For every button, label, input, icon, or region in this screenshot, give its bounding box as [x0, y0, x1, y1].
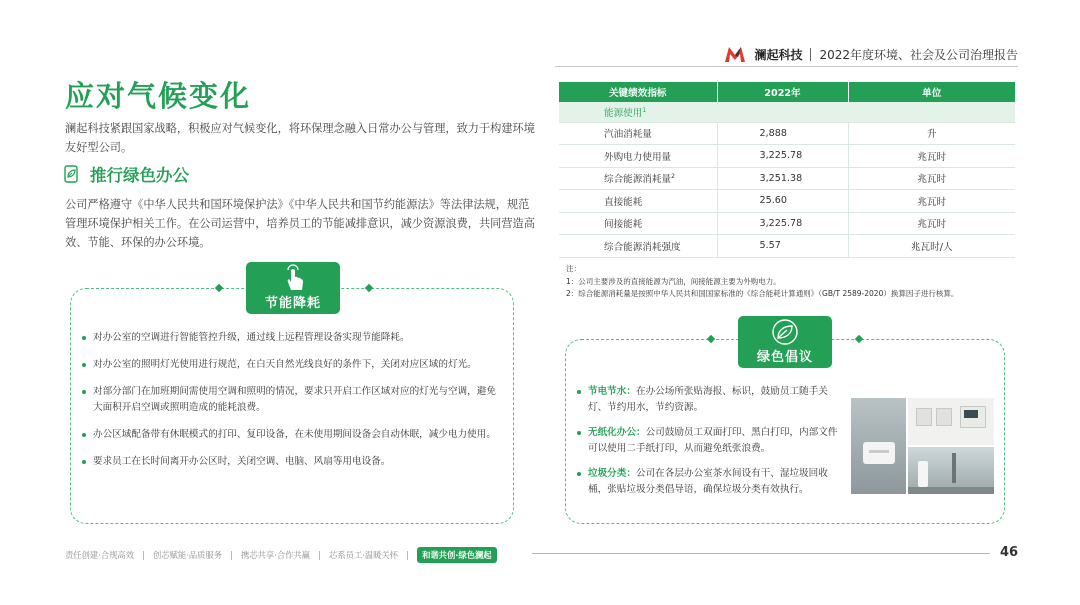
document-leaf-icon — [64, 165, 80, 183]
item-text: 公司鼓励员工双面打印、黑白打印，内部文件可以使用二手纸打印，从而避免纸张浪费。 — [588, 427, 838, 454]
table-header-row — [559, 82, 1015, 102]
footer-divider — [143, 551, 144, 560]
footer-section-link[interactable]: 芯系员工·温暖关怀 — [329, 550, 399, 560]
energy-saving-list — [82, 330, 502, 481]
footer-active-section[interactable]: 和谐共创·绿色澜起 — [417, 547, 497, 563]
table-row — [559, 235, 1015, 258]
list-item: 对办公室的照明灯光使用进行规范，在白天自然光线良好的条件下，关闭对应区域的灯光。 — [82, 357, 502, 373]
list-item: 对部分部门在加班期间需使用空调和照明的情况，要求只开启工作区域对应的灯光与空调，避免大面积开启空调或照明造成的能耗浪费。 — [82, 384, 502, 416]
list-item: 办公区域配备带有休眠模式的打印、复印设备，在未使用期间设备会自动休眠，减少电力使用。 — [82, 427, 502, 443]
photo-dispenser — [851, 398, 906, 494]
company-logo-icon — [724, 45, 746, 63]
notes-label: 注： — [566, 264, 581, 273]
footer-nav — [65, 547, 497, 563]
footer-divider — [231, 551, 232, 560]
page-title: 应对气候变化 — [65, 79, 252, 113]
list-item — [577, 384, 845, 416]
section-heading — [64, 162, 189, 186]
green-initiative-label: 绿色倡议 — [756, 350, 813, 365]
indicator-cell: 间接能耗 — [559, 212, 717, 235]
item-text: 公司在各层办公室茶水间设有干、湿垃圾回收桶，张贴垃圾分类倡导语，确保垃圾分类有效执行。 — [588, 468, 828, 495]
office-photos — [851, 398, 994, 494]
category-cell: 能源使用$^1$ — [559, 102, 1015, 122]
note-line: 2：综合能源消耗量是按照中华人民共和国国家标准的《综合能耗计算通则》（GB/T 2589-2020）换算因子进行核算。 — [566, 289, 959, 298]
category-row — [559, 102, 1015, 122]
value-cell: 5.57 — [717, 235, 848, 258]
tap-hand-icon — [278, 264, 308, 292]
list-item: 要求员工在长时间离开办公区时，关闭空调、电脑、风扇等用电设备。 — [82, 454, 502, 470]
unit-cell: 升 — [848, 122, 1015, 145]
value-cell: 3,225.78 — [717, 212, 848, 235]
footer-rule — [532, 553, 990, 554]
unit-cell: 兆瓦时 — [848, 167, 1015, 190]
energy-saving-label: 节能降耗 — [264, 296, 321, 311]
value-cell: 3,225.78 — [717, 145, 848, 168]
indicator-cell: 综合能源消耗量$^2$ — [559, 167, 717, 190]
list-item — [577, 425, 845, 457]
table-row — [559, 167, 1015, 190]
unit-cell: 兆瓦时 — [848, 212, 1015, 235]
header-rule — [555, 66, 1018, 67]
list-item: 对办公室的空调进行智能管控升级，通过线上远程管理设备实现节能降耗。 — [82, 330, 502, 346]
footer-section-link[interactable]: 创芯赋能·品质服务 — [153, 550, 223, 560]
section-title: 推行绿色办公 — [90, 166, 189, 185]
note-line: 1：公司主要涉及的直接能源为汽油，间接能源主要为外购电力。 — [566, 276, 781, 286]
indicator-cell: 外购电力使用量 — [559, 145, 717, 168]
table-row — [559, 190, 1015, 213]
photo-faucet — [908, 447, 994, 494]
company-name: 澜起科技 — [754, 47, 803, 62]
item-title: 无纸化办公： — [588, 427, 646, 438]
table-notes — [566, 263, 1026, 301]
item-title: 节电节水： — [588, 386, 636, 397]
column-header: 2022年 — [717, 82, 848, 102]
indicator-cell: 汽油消耗量 — [559, 122, 717, 145]
footer-divider — [407, 551, 408, 560]
footer-section-link[interactable]: 责任创建·合规高效 — [65, 550, 135, 560]
unit-cell: 兆瓦时 — [848, 145, 1015, 168]
indicator-cell: 直接能耗 — [559, 190, 717, 213]
intro-paragraph: 澜起科技紧跟国家战略，积极应对气候变化，将环保理念融入日常办公与管理，致力于构建环境友好型公司。 — [65, 122, 535, 154]
table-row — [559, 145, 1015, 168]
photo-switches — [908, 398, 994, 445]
table-row — [559, 212, 1015, 235]
value-cell: 3,251.38 — [717, 167, 848, 190]
energy-saving-badge — [246, 262, 340, 314]
item-text: 在办公场所张贴海报、标识，鼓励员工随手关灯、节约用水，节约资源。 — [588, 386, 828, 413]
table-row — [559, 122, 1015, 145]
list-item — [577, 466, 845, 498]
report-header — [724, 42, 1018, 66]
footer-section-link[interactable]: 携芯共享·合作共赢 — [241, 550, 311, 560]
value-cell: 25.60 — [717, 190, 848, 213]
green-initiative-badge — [738, 316, 832, 368]
section-paragraph: 公司严格遵守《中华人民共和国环境保护法》《中华人民共和国节约能源法》等法律法规，规范管理环境保护相关工作。在公司运营中，培养员工的节能减排意识，减少资源浪费，共同营造高效、节能、环保的办公环境。 — [65, 198, 535, 249]
report-title: 2022年度环境、社会及公司治理报告 — [819, 47, 1018, 62]
item-title: 垃圾分类： — [588, 468, 636, 479]
column-header: 关键绩效指标 — [559, 82, 717, 102]
value-cell: 2,888 — [717, 122, 848, 145]
kpi-table — [559, 82, 1015, 258]
indicator-cell: 综合能源消耗强度 — [559, 235, 717, 258]
page-number: 46 — [1000, 545, 1019, 560]
header-divider — [810, 48, 811, 61]
footer-divider — [319, 551, 320, 560]
green-initiative-list — [577, 384, 845, 507]
unit-cell: 兆瓦时 — [848, 190, 1015, 213]
column-header: 单位 — [848, 82, 1015, 102]
unit-cell: 兆瓦时/人 — [848, 235, 1015, 258]
leaf-icon — [770, 318, 800, 346]
